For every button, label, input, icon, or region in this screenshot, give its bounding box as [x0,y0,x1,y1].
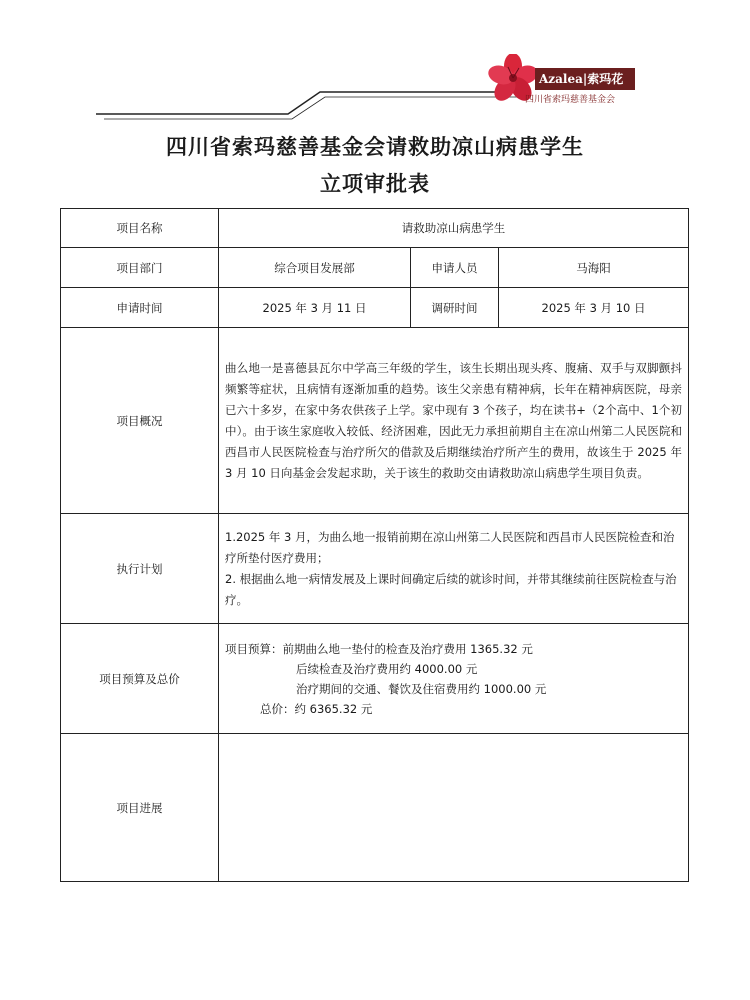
row-overview [61,328,689,514]
department-label: 项目部门 [61,248,219,288]
budget-content [219,624,689,734]
budget-line: 后续检查及治疗费用约 4000.00 元 [296,661,478,676]
budget-label: 项目预算及总价 [61,624,219,734]
apply-date-value: 2025 年 3 月 11 日 [219,288,411,328]
row-department [61,248,689,288]
budget-line: 项目预算：前期曲么地一垫付的检查及治疗费用 1365.32 元 [225,641,533,656]
budget-total-line: 总价：约 6365.32 元 [260,701,373,716]
row-plan [61,514,689,624]
row-project-name [61,209,689,248]
logo-brand-text: Azalea|索玛花 [535,68,635,90]
plan-item: 2. 根据曲么地一病情发展及上课时间确定后续的就诊时间，并带其继续前往医院检查与治疗。 [225,571,677,607]
apply-date-label: 申请时间 [61,288,219,328]
project-name-label: 项目名称 [61,209,219,248]
row-dates [61,288,689,328]
foundation-logo [485,54,645,110]
document-title-line2: 立项审批表 [320,172,430,196]
progress-label: 项目进展 [61,734,219,882]
plan-content [219,514,689,624]
document-title-line1: 四川省索玛慈善基金会请救助凉山病患学生 [166,135,584,159]
approval-form-table [60,208,689,882]
row-progress [61,734,689,882]
overview-label: 项目概况 [61,328,219,514]
research-date-label: 调研时间 [411,288,499,328]
progress-value [219,734,689,882]
project-name-value: 请救助凉山病患学生 [219,209,689,248]
logo-org-subtitle: 四川省索玛慈善基金会 [525,95,616,105]
plan-label: 执行计划 [61,514,219,624]
research-date-value: 2025 年 3 月 10 日 [499,288,689,328]
budget-line: 治疗期间的交通、餐饮及住宿费用约 1000.00 元 [296,681,547,696]
applicant-value: 马海阳 [499,248,689,288]
overview-text: 曲么地一是喜德县瓦尔中学高三年级的学生，该生长期出现头疼、腹痛、双手与双脚颤抖频繁等症状，且病情有逐渐加重的趋势。该生父亲患有精神病，长年在精神病医院，母亲已六十多岁，在家中务农供孩子上学。家中现有 3 个孩子，均在读书+（2个高中、1个初中）。由于该生家庭收入较低、经济困难，因此无力承担前期自主在凉山州第二人民医院和西昌市人民医院检查与治疗所欠的借款及后期继续治疗所产生的费用，故该生于 2025 年 3 月 10 日向基金会发起求助，关于该生的救助交由请救助凉山病患学生项目负责。 [219,328,689,514]
applicant-label: 申请人员 [411,248,499,288]
department-value: 综合项目发展部 [219,248,411,288]
row-budget [61,624,689,734]
plan-item: 1.2025 年 3 月，为曲么地一报销前期在凉山州第二人民医院和西昌市人民医院检查和治疗所垫付医疗费用； [225,529,675,565]
